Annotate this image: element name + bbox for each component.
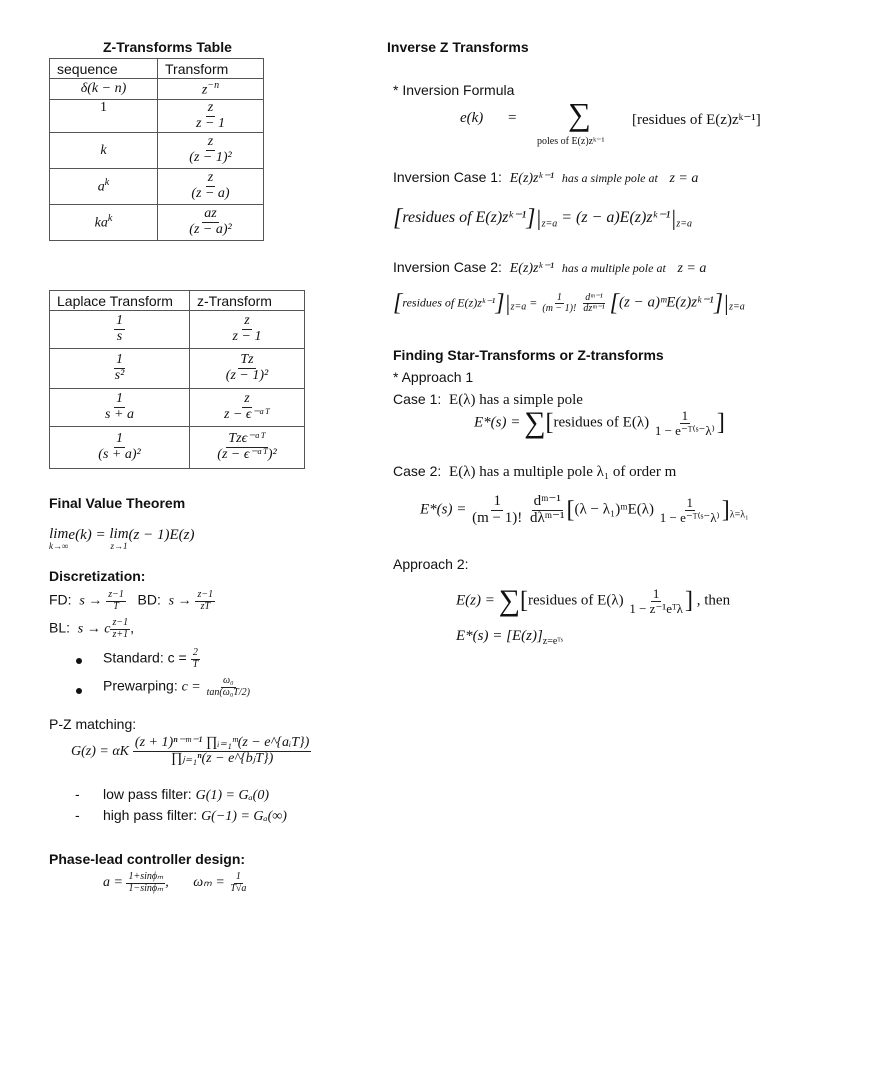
table-row [50,100,264,133]
approach1-case2-formula: E*(s) = $\frac{1}{(m - 1)!}$ $\frac{\text{dᵐ⁻¹}}{\text{dλᵐ⁻¹}}$ [(λ − λ₁)ᵐE(λ) $\frac{1}{\text{1 − e⁻ᵀ⁽ˢ⁻λ⁾}}$ ]$_{\lambda=\lambda_1}$ [420,493,749,526]
ztable-transform: $\frac{z}{(z - a)}$ [158,169,264,205]
approach1-case1: Case 1: E(λ) has a simple pole [393,391,583,408]
ztable-transform: $\frac{az}{\text{(z − a)²}}$ [158,205,264,241]
approach1-case1-formula: E*(s) = ∑[residues of E(λ) $\frac{1}{\text{1 − e⁻ᵀ⁽ˢ⁻λ⁾}}$ ] [474,406,725,439]
ztable-transform: $z^{-n}$ [158,79,264,100]
ztable-seq: $a^k$ [50,169,158,205]
approach1-label: * Approach 1 [393,369,474,385]
ztable-seq: $ka^k$ [50,205,158,241]
fvt-formula: lim k→∞ e(k) = lim z→1 (z − 1)E(z) [49,526,195,551]
disc-fd-bd: FD: s → $\frac{z-1}{T}$ BD: s → $\frac{z-1}{zT}$ [49,589,214,612]
table-row [50,133,264,169]
ztable-seq: k [50,133,158,169]
ztable-header-transform: Transform [158,59,264,79]
table-row [50,349,305,389]
ltable-header-laplace: Laplace Transform [50,291,190,311]
ltable-header-z: z-Transform [190,291,305,311]
laplace-z-table [49,290,305,469]
disc-standard: Standard: c = $\frac{2}{T}$ [103,647,199,670]
table-row [50,427,305,469]
ztable-seq: 1 [50,100,158,133]
ltable-z: $\frac{Tz}{\text{(z − 1)²}}$ [190,349,305,389]
lead-heading: Phase-lead controller design: [49,851,246,867]
inversion-formula-label: * Inversion Formula [393,82,515,98]
ltable-laplace: $\frac{1}{s}$ [50,311,190,349]
lead-formula: a = $\frac{\text{1+sinϕₘ}}{\text{1−sinϕₘ}}$ , ωₘ = $\frac{1}{T√a}$ [103,871,247,894]
ztable-transform: $\frac{z}{z - 1}$ [158,100,264,133]
ztable-transform: $\frac{z}{\text{(z − 1)²}}$ [158,133,264,169]
ltable-z: $\frac{z}{\text{z − ϵ⁻ᵃᵀ}}$ [190,389,305,427]
inversion-case2: Inversion Case 2: E(z)zᵏ⁻¹ has a multiple pole at z = a [393,259,707,276]
ztable-title: Z-Transforms Table [103,39,232,55]
bullet-icon [76,658,82,664]
disc-heading: Discretization: [49,568,146,584]
inversion-case1-formula: [residues of $E(z)zᵏ^{-1}]|_{z=a} = (z$ − $a)E(z)zᵏ^{-1}|_{z=a}$ [393,205,693,231]
inversion-formula: e(k) = ∑ poles of E(z)zᵏ⁻¹ [residues of E(z)zᵏ⁻¹] [460,96,761,147]
ztable-seq: δ(k − n) [50,79,158,100]
bullet-icon [76,688,82,694]
z-transforms-table [49,58,264,241]
fvt-heading: Final Value Theorem [49,495,186,511]
table-row [50,169,264,205]
approach1-case2: Case 2: E(λ) has a multiple pole λ₁ of order m [393,463,677,480]
pz-item: - high pass filter: G(−1) = Gₐ(∞) [75,807,287,824]
table-row [50,311,305,349]
approach2-label: Approach 2: [393,556,469,572]
table-row [50,205,264,241]
star-transform-heading: Finding Star-Transforms or Z-transforms [393,347,664,363]
disc-bl: BL: s → c $\frac{z-1}{z+1}$ , [49,617,134,640]
inversion-case2-formula: [residues of $E(z)zᵏ^{-1}]|_{z=a}$ = $\frac{1}{(m - 1)!}$ $\frac{\text{dᵐ⁻¹}}{\text{dzᵐ⁻¹}}$ $[(z - a)ᵐE(z)zᵏ^{-1}]|_{z=a}$ [393,290,745,316]
inversion-case1: Inversion Case 1: E(z)zᵏ⁻¹ has a simple pole at z = a [393,169,699,186]
table-row [50,79,264,100]
disc-prewarping: Prewarping: c = $\frac{\text{ω₀}}{\text{tan(ω₀T/2)}}$ [103,675,250,698]
ztable-header-sequence: sequence [50,59,158,79]
pz-heading: P-Z matching: [49,716,137,732]
ltable-laplace: $\frac{1}{\text{s²}}$ [50,349,190,389]
pz-item: - low pass filter: G(1) = Gₐ(0) [75,786,270,803]
ltable-z: $\frac{z}{z - 1}$ [190,311,305,349]
ltable-laplace: $\frac{1}{\text{(s + a)²}}$ [50,427,190,469]
inverse-z-heading: Inverse Z Transforms [387,39,529,55]
table-row [50,389,305,427]
approach2-formula: E(z) = ∑[residues of E(λ) $\frac{1}{\text{1 − z⁻¹eᵀλ}}$ ] , then [456,584,731,617]
pz-formula: G(z) = αK $\frac{\text{(z + 1)ⁿ⁻ᵐ⁻¹ ∏ᵢ₌₁ᵐ(z − e\textasciicircum{}\{aᵢT\})}}{\text{∏ⱼ₌₁ⁿ(z − e\textasciicircum{}\{bⱼT\})}}$ [71,735,310,766]
ltable-z: $\frac{\text{Tzϵ⁻ᵃᵀ}}{\text{(z − ϵ⁻ᵃᵀ)²}}$ [190,427,305,469]
ltable-laplace: $\frac{1}{s + a}$ [50,389,190,427]
approach2-line2: $E*(s) = [E(z)]_{z=eᵀˢ}$ [456,628,564,647]
